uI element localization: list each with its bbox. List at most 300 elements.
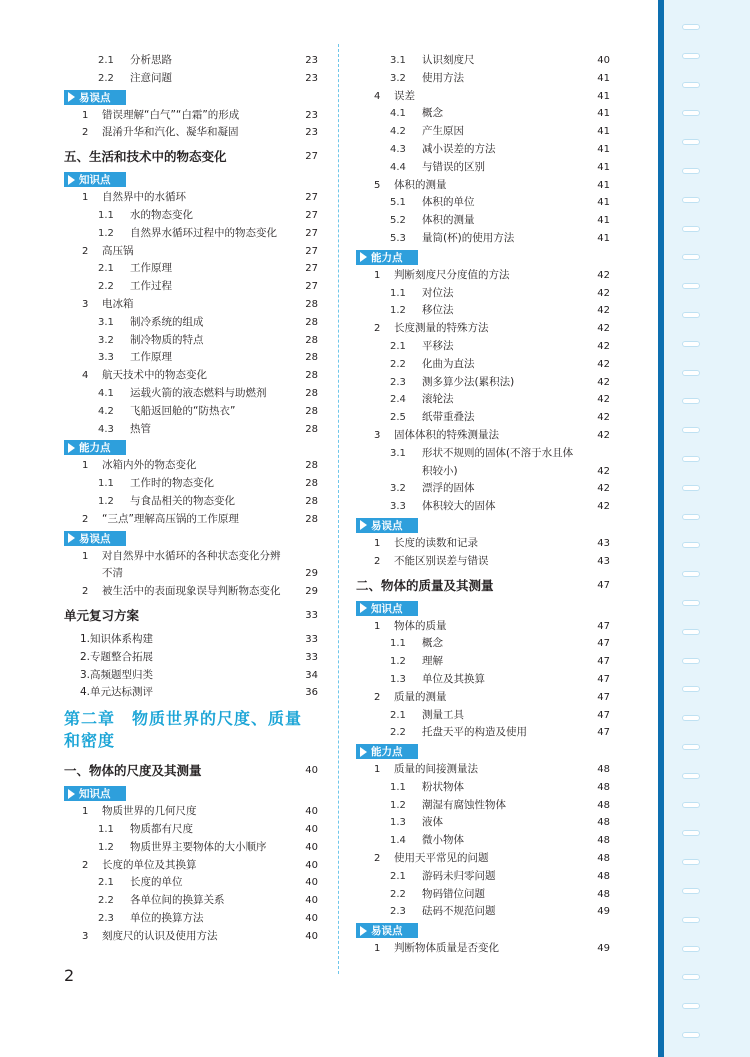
toc-entry[interactable] <box>356 797 610 815</box>
entry-title: 与食品相关的物态变化 <box>130 494 235 507</box>
page-ref: 42 <box>597 465 610 477</box>
page-ref: 42 <box>597 394 610 406</box>
toc-entry[interactable] <box>64 260 318 278</box>
page-ref: 40 <box>305 841 318 853</box>
toc-entry[interactable] <box>64 421 318 439</box>
toc-entry[interactable] <box>356 761 610 779</box>
page-ref: 47 <box>597 579 610 591</box>
page-ref: 28 <box>305 387 318 399</box>
toc-entry[interactable] <box>356 535 610 553</box>
binder-ring <box>682 917 700 923</box>
entry-number: 2.3 <box>390 906 406 918</box>
entry-title: 测多算少法(累积法) <box>422 375 515 388</box>
entry-title: 制冷物质的特点 <box>130 333 204 346</box>
toc-entry[interactable] <box>356 159 610 177</box>
toc-entry[interactable] <box>356 832 610 850</box>
page-ref: 47 <box>597 638 610 650</box>
entry-number: 5.1 <box>390 197 406 209</box>
chapter-heading: 第二章 物质世界的尺度、质量和密度 <box>64 709 303 751</box>
entry-number: 1 <box>82 109 89 121</box>
entry-title: 工作过程 <box>130 280 172 293</box>
binder-ring <box>682 226 700 232</box>
entry-title: 物质世界的几何尺度 <box>102 805 197 818</box>
entry-title: 物质世界主要物体的大小顺序 <box>130 840 267 853</box>
toc-entry[interactable] <box>356 267 610 285</box>
entry-title: 认识刻度尺 <box>422 54 475 66</box>
play-arrow-icon <box>360 747 367 757</box>
toc-entry[interactable] <box>356 653 610 671</box>
section-title: 五、生活和技术中的物态变化 <box>64 149 227 165</box>
toc-entry[interactable] <box>64 314 318 332</box>
toc-entry[interactable] <box>356 70 610 88</box>
entry-number: 2 <box>82 586 89 598</box>
entry-number: 2 <box>374 853 381 865</box>
section-heading[interactable] <box>64 760 318 782</box>
entry-number: 4.1 <box>98 387 114 399</box>
entry-number: 2.1 <box>98 877 114 889</box>
entry-number: 2 <box>82 245 89 257</box>
entry-number: 1.1 <box>390 287 406 299</box>
play-arrow-icon <box>360 520 367 530</box>
entry-number: 3.1 <box>390 447 406 459</box>
toc-entry[interactable] <box>64 475 318 493</box>
toc-entry[interactable] <box>64 296 318 314</box>
section-tag <box>64 531 126 546</box>
toc-entry[interactable] <box>356 779 610 797</box>
entry-title: 航天技术中的物态变化 <box>102 369 207 382</box>
toc-entry[interactable] <box>356 724 610 742</box>
entry-number: 3.1 <box>98 316 114 328</box>
toc-entry[interactable] <box>64 583 318 601</box>
toc-entry[interactable] <box>356 480 610 498</box>
toc-entry[interactable] <box>64 667 318 685</box>
entry-title: 对位法 <box>422 286 454 299</box>
page-ref: 47 <box>597 656 610 668</box>
toc-entry[interactable] <box>356 356 610 374</box>
entry-number: 2.3 <box>390 376 406 388</box>
page-ref: 47 <box>597 691 610 703</box>
page-ref: 47 <box>597 620 610 632</box>
binder-ring <box>682 254 700 260</box>
entry-title: 2.专题整合拓展 <box>80 650 154 663</box>
entry-number: 2.2 <box>98 72 114 84</box>
page-ref: 42 <box>597 483 610 495</box>
entry-title: 刻度尺的认识及使用方法 <box>102 929 218 942</box>
page-ref: 40 <box>305 823 318 835</box>
entry-title: 形状不规则的固体(不溶于水且体积较小) <box>422 446 574 477</box>
toc-entry[interactable] <box>64 189 318 207</box>
play-arrow-icon <box>68 533 75 543</box>
binder-ring <box>682 427 700 433</box>
entry-number: 2.5 <box>390 412 406 424</box>
entry-title: 冰箱内外的物态变化 <box>102 459 197 472</box>
toc-entry[interactable] <box>64 803 318 821</box>
toc-entry[interactable] <box>64 892 318 910</box>
entry-title: 错误理解“白气”“白霜”的形成 <box>102 108 240 121</box>
toc-entry[interactable] <box>64 857 318 875</box>
toc-entry[interactable] <box>64 684 318 702</box>
toc-entry[interactable] <box>64 631 318 649</box>
entry-title: 漂浮的固体 <box>422 482 475 495</box>
page-ref: 42 <box>597 358 610 370</box>
toc-entry[interactable] <box>356 618 610 636</box>
entry-title: 体积的测量 <box>394 178 447 191</box>
page-ref: 41 <box>597 197 610 209</box>
entry-number: 3.1 <box>390 55 406 66</box>
entry-number: 1.1 <box>98 478 114 490</box>
section-tag <box>64 90 126 105</box>
entry-title: 对自然界中水循环的各种状态变化分辨不清 <box>102 549 281 580</box>
entry-title: 误差 <box>394 89 415 102</box>
page-ref: 48 <box>597 853 610 865</box>
page-ref: 41 <box>597 126 610 138</box>
binder-ring <box>682 946 700 952</box>
page-ref: 27 <box>305 151 318 163</box>
binder-ring <box>682 53 700 59</box>
page-ref: 48 <box>597 888 610 900</box>
entry-number: 2.2 <box>98 281 114 293</box>
column-divider <box>338 44 339 974</box>
page-ref: 40 <box>305 859 318 871</box>
toc-entry[interactable] <box>356 212 610 230</box>
page-ref: 27 <box>305 245 318 257</box>
toc-entry[interactable] <box>356 194 610 212</box>
toc-entry[interactable] <box>64 910 318 928</box>
toc-entry[interactable] <box>64 649 318 667</box>
entry-number: 2 <box>82 127 89 139</box>
entry-number: 4.1 <box>390 108 406 120</box>
entry-number: 2.2 <box>98 895 114 907</box>
toc-right-column <box>356 52 610 958</box>
entry-title: 体积较大的固体 <box>422 500 496 513</box>
entry-title: 判断刻度尺分度值的方法 <box>394 268 510 281</box>
entry-title: 与错误的区别 <box>422 160 485 173</box>
page-ref: 23 <box>305 127 318 139</box>
toc-entry[interactable] <box>356 141 610 159</box>
entry-number: 2.1 <box>98 263 114 275</box>
toc-entry[interactable] <box>64 207 318 225</box>
entry-title: 托盘天平的构造及使用 <box>422 726 527 739</box>
entry-number: 1.2 <box>390 799 406 811</box>
entry-number: 2 <box>374 691 381 703</box>
entry-number: 3.2 <box>390 72 406 84</box>
toc-entry[interactable] <box>356 391 610 409</box>
page-ref: 40 <box>597 55 610 66</box>
entry-number: 1.1 <box>98 209 114 221</box>
entry-number: 2.2 <box>390 358 406 370</box>
page-ref: 41 <box>597 108 610 120</box>
toc-entry[interactable] <box>356 940 610 958</box>
binder-ring <box>682 370 700 376</box>
entry-title: 飞船返回舱的“防热衣” <box>130 404 236 417</box>
section-heading[interactable] <box>64 605 318 627</box>
entry-number: 4.4 <box>390 161 406 173</box>
entry-number: 1 <box>374 943 381 955</box>
page-ref: 43 <box>597 537 610 549</box>
entry-title: 不能区别误差与错误 <box>394 554 489 567</box>
page-ref: 47 <box>597 709 610 721</box>
entry-number: 5 <box>374 179 381 191</box>
binder-ring <box>682 542 700 548</box>
page-ref: 41 <box>597 161 610 173</box>
entry-title: 质量的间接测量法 <box>394 763 478 776</box>
toc-entry[interactable] <box>64 52 318 70</box>
entry-number: 4.2 <box>98 405 114 417</box>
entry-title: 高压锅 <box>102 244 134 257</box>
entry-number: 1.1 <box>98 823 114 835</box>
page-ref: 34 <box>305 669 318 681</box>
page-ref: 28 <box>305 370 318 382</box>
entry-number: 5.2 <box>390 215 406 227</box>
toc-entry[interactable] <box>356 105 610 123</box>
entry-number: 1.3 <box>390 673 406 685</box>
page-ref: 28 <box>305 423 318 435</box>
toc-entry[interactable] <box>356 689 610 707</box>
entry-number: 3 <box>374 429 381 441</box>
page-ref: 40 <box>305 930 318 942</box>
section-tag <box>64 172 126 187</box>
toc-entry[interactable] <box>356 409 610 427</box>
entry-number: 4 <box>374 90 381 102</box>
toc-entry[interactable] <box>356 553 610 571</box>
toc-entry[interactable] <box>64 874 318 892</box>
entry-title: 粉状物体 <box>422 780 464 793</box>
page-ref: 28 <box>305 405 318 417</box>
section-title: 单元复习方案 <box>64 607 140 623</box>
section-tag-label: 易误点 <box>371 519 403 532</box>
toc-entry[interactable] <box>356 814 610 832</box>
toc-entry[interactable] <box>356 52 610 70</box>
entry-title: 制冷系统的组成 <box>130 315 204 328</box>
section-tag-label: 能力点 <box>79 442 111 455</box>
section-tag-label: 易误点 <box>79 532 111 545</box>
entry-number: 2.3 <box>98 912 114 924</box>
toc-entry[interactable] <box>356 671 610 689</box>
entry-number: 1.2 <box>98 227 114 239</box>
toc-entry[interactable] <box>64 385 318 403</box>
entry-number: 4.3 <box>390 143 406 155</box>
entry-number: 1.2 <box>98 495 114 507</box>
binder-ring <box>682 485 700 491</box>
binder-ring <box>682 341 700 347</box>
page-ref: 42 <box>597 287 610 299</box>
entry-title: 减小误差的方法 <box>422 142 496 155</box>
entry-number: 3.2 <box>390 483 406 495</box>
section-tag <box>356 250 418 265</box>
entry-title: 纸带重叠法 <box>422 411 475 424</box>
toc-entry[interactable] <box>356 320 610 338</box>
page-ref: 48 <box>597 835 610 847</box>
binder-ring <box>682 744 700 750</box>
page-ref: 40 <box>305 912 318 924</box>
section-tag-label: 能力点 <box>371 746 403 759</box>
section-tag-label: 知识点 <box>371 602 403 615</box>
entry-title: 工作原理 <box>130 262 172 275</box>
toc-entry[interactable] <box>356 285 610 303</box>
toc-entry[interactable] <box>356 707 610 725</box>
toc-entry[interactable] <box>64 928 318 946</box>
entry-number: 2.2 <box>390 888 406 900</box>
page-ref: 33 <box>305 633 318 645</box>
binder-ring <box>682 715 700 721</box>
section-heading[interactable] <box>356 575 610 597</box>
page-ref: 28 <box>305 298 318 310</box>
entry-title: 移位法 <box>422 304 454 317</box>
toc-entry[interactable] <box>356 903 610 921</box>
binder-ring <box>682 773 700 779</box>
play-arrow-icon <box>360 252 367 262</box>
entry-title: 使用方法 <box>422 71 464 84</box>
section-heading[interactable] <box>64 146 318 168</box>
entry-title: 水的物态变化 <box>130 208 193 221</box>
page-ref: 27 <box>305 227 318 239</box>
entry-title: 概念 <box>422 107 443 120</box>
entry-number: 3 <box>82 298 89 310</box>
toc-entry[interactable] <box>64 548 318 584</box>
toc-entry[interactable] <box>356 88 610 106</box>
toc-entry[interactable] <box>64 403 318 421</box>
entry-number: 2.4 <box>390 394 406 406</box>
toc-entry[interactable] <box>64 243 318 261</box>
toc-entry[interactable] <box>64 124 318 142</box>
binder-ring <box>682 398 700 404</box>
binder-ring <box>682 830 700 836</box>
page-ref: 29 <box>305 586 318 598</box>
toc-entry[interactable] <box>64 367 318 385</box>
toc-entry[interactable] <box>356 635 610 653</box>
page-ref: 43 <box>597 555 610 567</box>
entry-number: 3.3 <box>390 501 406 513</box>
toc-entry[interactable] <box>64 511 318 529</box>
entry-title: 物质都有尺度 <box>130 822 193 835</box>
entry-title: 产生原因 <box>422 125 464 138</box>
entry-title: 自然界中的水循环 <box>102 191 186 204</box>
page-ref: 36 <box>305 687 318 699</box>
toc-entry[interactable] <box>356 123 610 141</box>
entry-title: 运载火箭的液态燃料与助燃剂 <box>130 386 267 399</box>
binder-ring <box>682 139 700 145</box>
entry-title: 游码未归零问题 <box>422 869 496 882</box>
page-ref: 49 <box>597 943 610 955</box>
binder-ring <box>682 514 700 520</box>
toc-entry[interactable] <box>356 850 610 868</box>
page-ref: 42 <box>597 323 610 335</box>
page-ref: 42 <box>597 429 610 441</box>
page-ref: 41 <box>597 215 610 227</box>
entry-title: 工作时的物态变化 <box>130 477 214 490</box>
entry-number: 3.2 <box>98 334 114 346</box>
entry-title: 量筒(杯)的使用方法 <box>422 231 515 244</box>
play-arrow-icon <box>360 926 367 936</box>
page-ref: 42 <box>597 340 610 352</box>
section-tag <box>356 518 418 533</box>
page-ref: 40 <box>305 877 318 889</box>
toc-entry[interactable] <box>64 821 318 839</box>
entry-title: 理解 <box>422 655 443 668</box>
entry-title: 分析思路 <box>130 54 172 66</box>
toc-entry[interactable] <box>356 177 610 195</box>
binder-ring <box>682 283 700 289</box>
toc-entry[interactable] <box>64 225 318 243</box>
binder-ring <box>682 859 700 865</box>
toc-entry[interactable] <box>64 107 318 125</box>
entry-title: 固体体积的特殊测量法 <box>394 428 499 441</box>
entry-title: 物码错位问题 <box>422 887 485 900</box>
toc-entry[interactable] <box>356 338 610 356</box>
toc-entry[interactable] <box>64 493 318 511</box>
page-ref: 23 <box>305 55 318 66</box>
section-title: 二、物体的质量及其测量 <box>356 577 494 593</box>
page-ref: 41 <box>597 179 610 191</box>
page-ref: 27 <box>305 209 318 221</box>
toc-entry[interactable] <box>356 445 610 481</box>
binder-ring <box>682 312 700 318</box>
page-ref: 42 <box>597 269 610 281</box>
page-ref: 48 <box>597 781 610 793</box>
page-ref: 42 <box>597 412 610 424</box>
entry-title: 液体 <box>422 816 443 829</box>
binder-ring <box>682 168 700 174</box>
toc-entry[interactable] <box>64 332 318 350</box>
page-ref: 40 <box>305 895 318 907</box>
toc-entry[interactable] <box>356 230 610 248</box>
toc-entry[interactable] <box>64 349 318 367</box>
entry-title: 概念 <box>422 637 443 650</box>
toc-entry[interactable] <box>64 70 318 88</box>
page-ref: 33 <box>305 651 318 663</box>
page-ref: 42 <box>597 376 610 388</box>
binder-ring <box>682 1003 700 1009</box>
entry-number: 2.1 <box>98 55 114 66</box>
entry-number: 3.3 <box>98 352 114 364</box>
entry-title: 被生活中的表面现象误导判断物态变化 <box>102 585 281 598</box>
toc-entry[interactable] <box>356 498 610 516</box>
entry-number: 1 <box>374 537 381 549</box>
entry-title: 长度的单位及其换算 <box>102 858 197 871</box>
entry-title: 3.高频题型归类 <box>80 668 154 681</box>
toc-entry[interactable] <box>64 457 318 475</box>
entry-number: 2.1 <box>390 870 406 882</box>
toc-entry[interactable] <box>64 278 318 296</box>
play-arrow-icon <box>68 443 75 453</box>
toc-entry[interactable] <box>356 302 610 320</box>
entry-title: 长度的单位 <box>130 876 183 889</box>
section-tag-label: 知识点 <box>79 174 111 187</box>
toc-left-column <box>64 52 318 945</box>
toc-entry[interactable] <box>356 868 610 886</box>
binder-ring <box>682 24 700 30</box>
page-ref: 47 <box>597 727 610 739</box>
entry-number: 1.2 <box>390 656 406 668</box>
entry-title: 各单位间的换算关系 <box>130 894 225 907</box>
play-arrow-icon <box>68 92 75 102</box>
toc-entry[interactable] <box>356 427 610 445</box>
entry-title: 砝码不规范问题 <box>422 905 496 918</box>
section-tag <box>356 923 418 938</box>
section-tag <box>356 601 418 616</box>
section-tag-label: 知识点 <box>79 788 111 801</box>
toc-entry[interactable] <box>356 886 610 904</box>
toc-entry[interactable] <box>356 374 610 392</box>
entry-title: 4.单元达标测评 <box>80 686 154 699</box>
toc-entry[interactable] <box>64 839 318 857</box>
page-ref: 40 <box>305 765 318 777</box>
page-ref: 49 <box>597 906 610 918</box>
entry-number: 2.1 <box>390 709 406 721</box>
section-tag <box>64 440 126 455</box>
page-ref: 28 <box>305 316 318 328</box>
entry-title: “三点”理解高压锅的工作原理 <box>102 512 239 525</box>
